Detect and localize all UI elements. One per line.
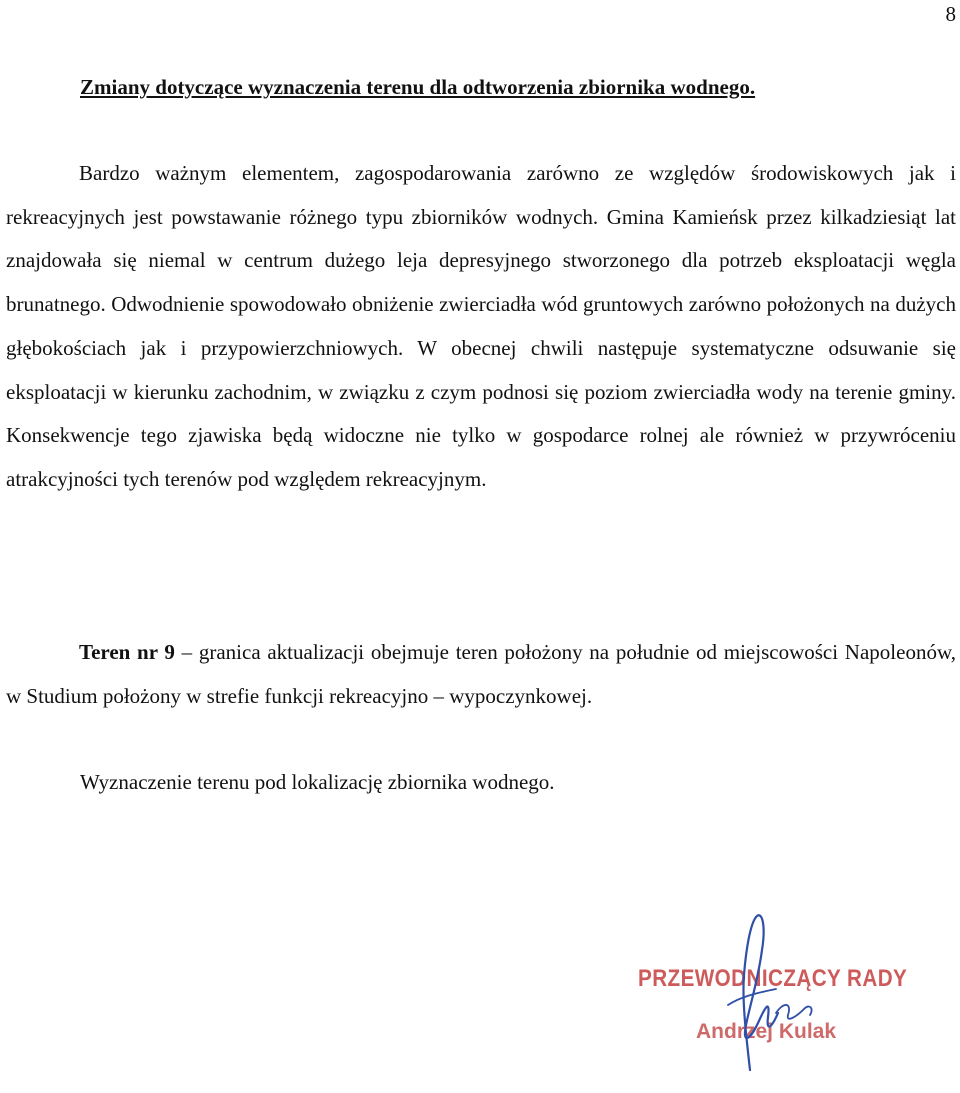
- page-number: 8: [945, 2, 956, 26]
- stamp-title: PRZEWODNICZĄCY RADY: [638, 965, 908, 992]
- body-paragraph-purpose: Wyznaczenie terenu pod lokalizację zbiornika wodnego.: [80, 770, 555, 794]
- body-paragraph-teren: [6, 631, 956, 718]
- signature-stamp: [600, 905, 930, 1085]
- teren-label: Teren nr 9: [79, 640, 175, 664]
- handwritten-signature: [600, 905, 930, 1085]
- teren-description: – granica aktualizacji obejmuje teren położony na południe od miejscowości Napoleonów, w Studium położony w strefie funkcji rekreacyjno – wypoczynkowej.: [6, 640, 956, 708]
- stamp-name: Andrzej Kulak: [696, 1020, 837, 1043]
- body-paragraph-intro: Bardzo ważnym elementem, zagospodarowania zarówno ze względów środowiskowych jak i rekreacyjnych jest powstawanie różnego typu zbiorników wodnych. Gmina Kamieńsk przez kilkadziesiąt lat znajdowała się niemal w centrum dużego leja depresyjnego stworzonego dla potrzeb eksploatacji węgla brunatnego. Odwodnienie spowodowało obniżenie zwierciadła wód gruntowych zarówno położonych na dużych głębokościach jak i przypowierzchniowych. W obecnej chwili następuje systematyczne odsuwanie się eksploatacji w kierunku zachodnim, w związku z czym podnosi się poziom zwierciadła wody na terenie gminy. Konsekwencje tego zjawiska będą widoczne nie tylko w gospodarce rolnej ale również w przywróceniu atrakcyjności tych terenów pod względem rekreacyjnym.: [6, 161, 956, 491]
- document-heading: Zmiany dotyczące wyznaczenia terenu dla odtworzenia zbiornika wodnego.: [80, 75, 756, 99]
